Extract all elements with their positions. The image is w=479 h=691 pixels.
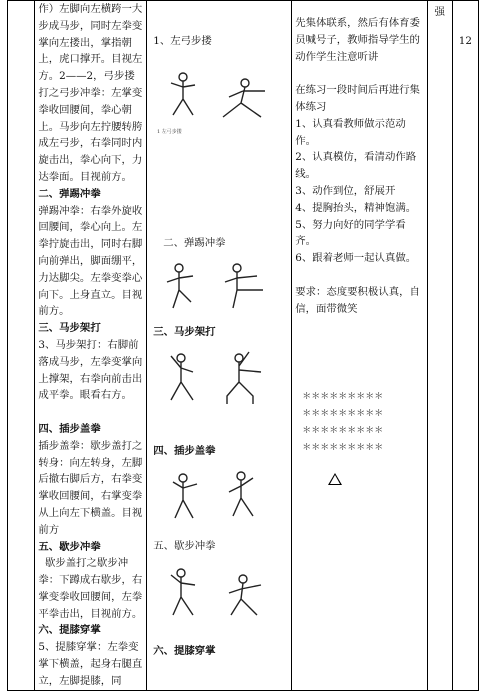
- action-paragraph: [38, 404, 143, 421]
- time-column: [452, 1, 478, 691]
- figure-illustration-3: [153, 344, 285, 420]
- section-heading: 四、插步盖拳: [38, 422, 101, 435]
- method-paragraph: 3、动作到位，舒展开: [295, 184, 396, 197]
- method-paragraph: 在练习一段时间后再进行集体练习: [295, 84, 420, 113]
- action-description-text: [38, 1, 143, 690]
- method-paragraph: 2、认真模仿，看清动作路线。: [295, 151, 417, 181]
- method-paragraph: 6、跟着老师一起认真做。: [295, 252, 417, 265]
- action-paragraph: 5、提膝穿掌：左拳变掌下横盖，起身右腿直立，左脚提膝，同: [38, 641, 143, 687]
- figures-area: [147, 1, 291, 680]
- teaching-method-text: [295, 1, 423, 317]
- method-paragraph: [295, 267, 423, 284]
- teacher-position-triangle-icon: [328, 473, 342, 485]
- blank-column: [8, 1, 35, 691]
- action-description-column: [35, 1, 147, 691]
- intensity-value: 强: [434, 6, 445, 18]
- method-paragraph: 5、努力向好的同学学看齐。: [295, 218, 406, 248]
- teaching-method-column: [292, 1, 427, 691]
- method-paragraph: 要求：态度要积极认真，自信，面带微笑: [295, 285, 420, 315]
- formation-row: ＊＊＊＊＊＊＊＊＊: [302, 426, 384, 436]
- section-heading: 二、弹踢冲拳: [38, 187, 101, 200]
- section-heading: 三、马步架打: [38, 322, 101, 335]
- formation-diagram: [302, 389, 383, 457]
- section-heading: 六、提膝穿掌: [38, 624, 101, 637]
- figure-title-1: 1、左弓步搂: [153, 35, 212, 47]
- figure-title-4: 四、插步盖拳: [153, 445, 216, 457]
- figure-title-5: 五、歇步冲拳: [153, 540, 216, 552]
- svg-text:1 左弓步搂: 1 左弓步搂: [157, 129, 182, 135]
- figure-illustration-2: [153, 256, 285, 318]
- action-paragraph: 插步盖拳：歇步盖打之转身：向左转身，左脚后撤右脚后方，右拳变掌收回腰间，右掌变拳从上向左下横盖。目视前方: [38, 439, 143, 536]
- action-paragraph: 作）左脚向左横跨一大步成马步，同时左拳变掌向左搂出，掌指朝上，虎口撑开。目视左方。2——2，弓步搂打之弓步冲拳：左掌变拳收回腰间，拳心朝上。马步向左拧腰转胯成左弓步，右拳同时内旋击出，拳心向下，力达拳面。目视前方。: [38, 3, 143, 183]
- method-paragraph: [295, 65, 423, 82]
- section-heading: 五、歇步冲拳: [38, 540, 101, 553]
- action-paragraph: 弹踢冲拳：右拳外旋收回腰间，拳心向上。左拳拧旋击出，同时右脚向前弹出，脚面绷平，力达脚尖。左拳变拳心向下。上身直立。目视前方。: [38, 204, 143, 318]
- formation-row: ＊＊＊＊＊＊＊＊＊: [302, 392, 384, 402]
- formation-row: ＊＊＊＊＊＊＊＊＊: [302, 443, 384, 453]
- action-paragraph: 3、马步架打：右脚前落成马步，左拳变掌向上撑架，右拳向前击出成平拳。眼看右方。: [38, 338, 143, 402]
- figure-title-3: 三、马步架打: [153, 326, 216, 338]
- method-paragraph: 1、认真看教师做示范动作。: [295, 117, 406, 147]
- method-paragraph: 4、提胸抬头，精神饱满。: [295, 201, 417, 214]
- figure-title-2: 二、弹踢冲拳: [163, 237, 226, 249]
- method-paragraph: 先集体联系，然后有体育委员喊号子，教师指导学生的动作学生注意听讲: [295, 17, 420, 63]
- figures-column: [147, 1, 292, 691]
- action-paragraph: 歇步盖打之歇步冲拳：下蹲成右歇步，右掌变拳收回腰间，左拳平拳击出，目视前方。: [38, 557, 143, 620]
- figure-title-6: 六、提膝穿掌: [153, 645, 216, 657]
- intensity-column: [427, 1, 452, 691]
- time-value: 12: [458, 35, 472, 47]
- figure-illustration-4: [153, 462, 285, 530]
- figure-illustration-1: [153, 63, 285, 137]
- figure-illustration-5: [153, 559, 285, 629]
- lesson-plan-table: [7, 0, 479, 691]
- formation-row: ＊＊＊＊＊＊＊＊＊: [302, 409, 384, 419]
